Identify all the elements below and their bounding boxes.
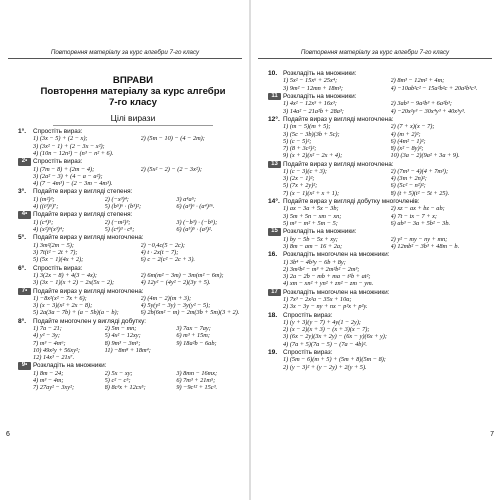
exercise [268, 251, 494, 287]
exercise-number: 5°. [18, 234, 27, 242]
exercise-number: 18. [268, 311, 278, 319]
exercise-item: 4) (x²)⁵(x³)⁴; [33, 226, 65, 234]
exercise-item: 2) (y − 3)² + (y − 2y) + 2(y + 5). [283, 363, 367, 371]
exercise-item: 2) (−x³)⁴; [104, 195, 129, 203]
page-number-right: 7 [490, 431, 494, 438]
exercise-item [105, 354, 173, 361]
exercise-items [33, 295, 244, 317]
exercise-item: 2) 8m³ − 12m² + 4m; [390, 77, 445, 85]
exercise-item: 3) 8m − am − 16 + 2a; [283, 242, 343, 250]
exercise-item: 1) (m²)³; [33, 195, 55, 203]
exercise-item: 3) 2a − 2b − mb + ma − t²b + at²; [283, 273, 371, 281]
exercise-items [283, 100, 494, 114]
exercise-item: 8) 8c³x + 12cx⁵; [104, 384, 146, 392]
exercise-item: 5) 4x² − 12xy; [104, 332, 141, 340]
exercise-number: 6°. [18, 264, 27, 272]
exercise-items [33, 272, 244, 286]
exercise-item: 6) 7m³ + 21m⁵; [176, 377, 216, 385]
exercise-item: 7) 27ay² − 3xy²; [33, 384, 75, 392]
exercise-item: 1) (c⁴)⁵; [33, 218, 54, 226]
exercise-item: 4) (7 − 4m³) − (2 − 3m − 4m³). [33, 180, 113, 188]
exercise-prompt: Подайте вираз у вигляді многочлена: [283, 160, 394, 168]
exercise [18, 288, 244, 317]
exercise-items [283, 236, 494, 250]
title-line: Повторення матеріалу за курс алгебри [40, 86, 226, 97]
exercise-body [33, 211, 244, 233]
exercise-item: 1) by − 5b − 5x + xy; [283, 235, 338, 243]
exercise [268, 198, 494, 227]
exercise-item: 3) (3x² − 1) + (2 − 3x − x²); [33, 142, 105, 150]
exercise-item: 6) (a⁵)⁵ · (a³)². [176, 226, 213, 234]
exercise-item: 4) −20x²y³ − 30x⁴y³ + 40x³y³. [390, 107, 466, 115]
exercise-prompt: Розкладіть многочлен на множники: [283, 251, 390, 259]
exercise-item: 5) (7x + 2y)²; [283, 182, 318, 190]
exercise-item: 2) 5x − xy; [104, 369, 133, 377]
exercise-item [141, 173, 245, 180]
exercise [18, 265, 244, 287]
exercise-item: 2) (7m³ − 4)(4 + 7m³); [390, 168, 449, 176]
exercise-items [283, 319, 494, 348]
exercise-items [33, 242, 244, 264]
exercise-item: 4) (10n − 12n²) − (n³ − n² + 6). [33, 149, 114, 157]
exercise-items [283, 77, 494, 91]
running-header-left: Повторення матеріалу за курс алгебри 7-го класу [8, 49, 242, 59]
exercise-body [283, 289, 494, 311]
exercise-item: 3) 7ax − 7ay; [176, 325, 211, 333]
exercise-item: 5) (c⁴)³ · c⁸; [104, 226, 135, 234]
exercise-item: 5) c² − c⁵; [104, 377, 131, 385]
exercise-item: 3) (3x − 1)(x + 2) − 2x(5x − 2); [33, 279, 115, 287]
exercise-body [283, 349, 494, 371]
exercises-title [26, 75, 240, 108]
exercise-item: 1) (7m − 8) + (2m − 4); [33, 165, 95, 173]
exercise-item [141, 150, 245, 157]
exercise-prompt: Розкладіть многочлен на множники: [283, 288, 390, 296]
exercise-item: 6) (4m² − 1)²; [390, 137, 426, 145]
exercise [18, 211, 244, 233]
exercise-item [176, 354, 244, 361]
exercise-items [283, 259, 494, 288]
exercise-item: 8) (t + 5)(t² − 5t + 25). [390, 189, 450, 197]
exercise-item: 3) 7t(t² − 2t + 7); [33, 249, 78, 257]
exercise-item: 1) (m − 5)(m + 5); [283, 123, 331, 131]
exercise [18, 234, 244, 263]
exercise-body [283, 251, 494, 287]
exercise-item: 5) 2a(3a − 7b) + (a − 5b)(a − b); [33, 309, 119, 317]
exercise-body [283, 198, 494, 227]
exercise [18, 128, 244, 157]
exercise-body [283, 93, 494, 115]
exercise-item: 2) xz − ax + bz − ab; [390, 205, 445, 213]
exercise-item: 1) 5x² − 15x⁶ + 25x⁴; [283, 77, 338, 85]
exercise-item: 3) 8mn − 16mx; [176, 369, 218, 377]
exercise [268, 116, 494, 159]
exercise-item: 3) (5c − 3b)(3b + 5c); [283, 130, 340, 138]
exercise [268, 289, 494, 311]
exercise-item: 6) c − 2(c² − 2c + 3). [140, 256, 195, 264]
exercise-body [283, 70, 494, 92]
exercise-item: 2) (5x² − 2) − (2 − 3x²); [140, 165, 202, 173]
right-exercise-list [268, 70, 494, 372]
exercise-item: 4) (m + 2)²; [390, 130, 421, 138]
exercise-prompt: Спростіть вираз: [33, 158, 83, 166]
exercise-item: 3) (2a² − 3) + (4 − a − a²); [33, 172, 103, 180]
exercise-items [283, 296, 494, 310]
exercise-body [33, 158, 244, 187]
exercise-number: 19. [268, 349, 278, 357]
exercise [18, 158, 244, 187]
exercise-item: 1) ax − 3a + 5x − 3b; [283, 205, 339, 213]
exercise-item: 4) 12mb² − 3b³ + 48m − b. [390, 242, 460, 250]
exercise-item: 11) −8m⁸ + 18m⁴; [104, 346, 151, 354]
exercise-prompt: Подайте многочлен у вигляді добутку: [33, 317, 147, 325]
exercise-body [283, 161, 494, 197]
exercise-item: 3) 5m + 5n − xm − xn; [283, 212, 342, 220]
exercise-item: 2) 3ab³ − 9a²b³ + 6a²b³; [390, 100, 452, 108]
exercise-body [33, 265, 244, 287]
exercise [268, 349, 494, 371]
exercise-item: 6) m³ + 15m; [176, 332, 210, 340]
exercise-item: 4) 12y² − (4y² − 2)(3y + 5). [140, 279, 211, 287]
exercise [268, 312, 494, 348]
exercise-item [141, 180, 245, 187]
exercise-item: 2) (4m − 2)(m + 3); [140, 295, 192, 303]
exercise-item: 1) 7a − 21; [33, 325, 62, 333]
exercise-item: 7) (x − 1)(x² + x + 1); [283, 189, 340, 197]
exercise-item: 1) (5m − 6)(m + 5) + (5m + 8)(5m − 8); [283, 356, 386, 364]
exercise-item: 4) 5y(y² − 3y) − 3y(y² − 5); [140, 302, 211, 310]
exercise-item: 2) (−m²)³; [104, 218, 131, 226]
exercise-body [283, 312, 494, 348]
exercise-item: 2) 5m − mn; [104, 325, 137, 333]
exercise-items [33, 166, 244, 188]
section-title: Цілі вирази [26, 113, 240, 126]
exercise-item: 4) −10ab²c² − 15a²b²c + 20a²b³c³. [390, 84, 478, 92]
exercise-item: 1) 8m − 24; [33, 369, 64, 377]
exercise-item: 3) (2x − 1)²; [283, 175, 315, 183]
exercise-item: 2) (7 + x)(x − 7); [390, 123, 435, 131]
exercise-item: 6) (a³)⁶ · (a⁴)¹⁶. [176, 203, 215, 211]
exercise-body [33, 234, 244, 263]
exercise-item [141, 143, 245, 150]
exercise-item: 1) (c − 3)(c + 3); [283, 168, 327, 176]
exercise [18, 362, 244, 391]
exercise-item: 5) (c − 5)²; [283, 137, 312, 145]
exercise-item [176, 347, 244, 354]
exercise-number: 1°. [18, 128, 27, 135]
exercise-number: 7• [18, 288, 31, 295]
exercise [18, 188, 244, 210]
exercise-item: 1) (3x − 5) + (2 − x); [33, 135, 88, 143]
exercise-item: 7) (8 + 3c²)²; [283, 145, 317, 153]
right-page [250, 0, 500, 500]
exercise-body [33, 318, 244, 361]
exercise-item: 9) (x + 2)(x² − 2x + 4); [283, 152, 343, 160]
exercise-prompt: Подайте вираз у вигляді многочлена: [33, 287, 144, 295]
exercise-item: 4) (3m + 2n)²; [390, 175, 427, 183]
exercise-body [33, 362, 244, 391]
exercise-item: 4) y² − 3y; [33, 332, 60, 340]
exercise-body [33, 128, 244, 157]
exercise-item: 1) 3b⁴ − 4b³y − 6b + 8y; [283, 258, 346, 266]
title-line: 7-го класу [109, 97, 157, 108]
exercise-item: 3) a⁴a⁵; [176, 195, 196, 203]
exercise [268, 161, 494, 197]
exercise [268, 93, 494, 115]
exercise-number: 12°. [268, 116, 280, 123]
exercise-items [33, 370, 244, 392]
exercise-item: 9) −9c¹² + 15c³. [176, 384, 218, 392]
exercise-items [33, 196, 244, 210]
exercise-prompt: Спростіть вираз: [33, 264, 83, 272]
exercise-item: 10) (3a − 2)(9a² + 3a + 9). [390, 152, 460, 160]
exercise-item: 1) 3(2x − 8) + 4(3 − 4x); [33, 272, 97, 280]
exercise-item: 1) (y + 3)(y − 7) + 4y(1 − 2y); [283, 319, 362, 327]
exercise-item: 8) (x² − 8y)²; [390, 145, 424, 153]
exercise-number: 10. [268, 70, 278, 77]
exercise-item: 3) (6x − 2y)(3x + 2y) − (6x − y)(6x + y); [283, 333, 387, 341]
title-line: ВПРАВИ [112, 75, 154, 86]
exercise-number: 11 [268, 93, 281, 100]
exercise-item: 5) (5x − 1)(4x + 2); [33, 256, 84, 264]
exercise-item: 4) 7t − tx − 7 + x; [390, 212, 437, 220]
exercise-prompt: Подайте вираз у вигляді степеня: [33, 211, 133, 219]
exercise-item: 2) 6m(m² − 3m) − 3m(m² − 6m); [140, 272, 224, 280]
exercise-item: 4) ((t³)⁵)⁷; [33, 203, 59, 211]
exercise-body [33, 188, 244, 210]
exercise-item: 9) 18a²b − 6ab; [176, 339, 217, 347]
exercise-items [33, 135, 244, 157]
exercise-item: 5) (b⁵)⁶ · (b³)²; [104, 203, 142, 211]
exercise [268, 228, 494, 250]
exercise-items [283, 168, 494, 197]
exercise-number: 4• [18, 211, 31, 218]
exercise-body [283, 228, 494, 250]
exercise-item: 3) (−b³) · (−b⁵); [176, 218, 218, 226]
exercise-prompt: Розкладіть на множники: [283, 93, 357, 100]
exercise [268, 70, 494, 92]
exercise-number: 16. [268, 251, 278, 259]
exercise-items [283, 356, 494, 370]
exercise-prompt: Розкладіть на множники: [283, 70, 357, 77]
exercise-item: 3) (x − 3)(x² + 2x − 8); [33, 302, 93, 310]
exercise-prompt: Подайте вираз у вигляді многочлена: [283, 116, 394, 123]
exercise-number: 14°. [268, 198, 280, 206]
exercise-number: 8°. [18, 317, 27, 325]
exercise-item: 2) −0,4c(5 − 2c); [140, 241, 186, 249]
exercise-item: 4) m³ − 4m; [33, 377, 64, 385]
exercise-item: 6) (5c² − n²)²; [390, 182, 426, 190]
exercise-prompt: Спростіть вираз: [283, 311, 333, 319]
exercise-item: 8) 9m³ − 3m⁵; [104, 339, 141, 347]
exercise-prompt: Розкладіть на множники: [33, 362, 107, 370]
exercise-item: 2) (x − 2)(x + 3) − (x + 3)(x − 7); [283, 326, 370, 334]
exercise-item: 10) 49x²y + 56xy²; [33, 346, 81, 354]
exercise-number: 3°. [18, 188, 27, 196]
exercise-number: 17 [268, 289, 281, 296]
exercise-body [33, 288, 244, 317]
exercise-item: 5) m³ − m² + 5m − 5; [283, 219, 338, 227]
exercise-number: 2• [18, 158, 31, 165]
exercise-prompt: Подайте вираз у вигляді многочлена: [33, 234, 144, 242]
exercise-item: 4) (7a + 5)(7a − 5) − (7a − 4b)². [283, 340, 367, 348]
exercise-item: 6) ab³ − 3a + 5b² − 3b. [390, 219, 451, 227]
exercise-item: 4) t · 2x(t − 7); [140, 249, 179, 257]
exercise-item: 2) 3m²b² − m³ + 2m²b² − 2m³; [283, 265, 360, 273]
exercise-body [283, 116, 494, 159]
exercise-item: 2) 3x − 3y − ny + nx − p²x + p²y. [283, 303, 368, 311]
exercise-item: 2) y² − my − ny + mn; [390, 235, 448, 243]
exercise-item: 4) xm − xn² + yn² + zn² − zm − ym. [283, 280, 374, 288]
exercise-item: 1) 4x² − 12x⁵ + 16x³; [283, 100, 337, 108]
exercise-prompt: Розкладіть на множники: [283, 228, 357, 236]
exercise-number: 15 [268, 228, 281, 235]
exercise-item: 3) 9m² − 12mn + 18m³; [283, 84, 344, 92]
exercise-item: 7) m³ − 4m⁶; [33, 339, 66, 347]
left-exercise-list [18, 128, 244, 393]
running-header-right: Повторення матеріалу за курс алгебри 7-го класу [258, 49, 492, 59]
exercise-item: 3) 14a² − 21a²b + 28a³; [283, 107, 344, 115]
exercise-prompt: Спростіть вираз: [33, 128, 83, 135]
exercise-number: 13 [268, 161, 281, 168]
exercise-items [283, 205, 494, 227]
exercise-item: 6) 2b(6m² − m) − 2m(3b + 5m)(3 + 2). [140, 309, 240, 317]
exercise-item: 1) 7x³ − 2x²a − 35x + 10a; [283, 296, 352, 304]
exercise-prompt: Подайте вираз у вигляді степеня: [33, 188, 133, 196]
exercise-prompt: Подайте вираз у вигляді добутку многочленів: [283, 198, 420, 206]
exercise-prompt: Спростіть вираз: [283, 349, 333, 357]
exercise-item: 12) 14x³ − 21x⁷. [33, 354, 75, 362]
exercise-item: 2) (5m − 10) − (4 − 2m); [140, 135, 205, 143]
exercise-number: 9• [18, 362, 31, 369]
exercise [18, 318, 244, 361]
page-number-left: 6 [6, 431, 10, 438]
exercise-items [33, 325, 244, 361]
exercise-items [283, 123, 494, 159]
exercise-item: 1) 3m²(2m − 5); [33, 241, 74, 249]
exercise-items [33, 219, 244, 233]
exercise-item: 1) −8x²(x² − 7x + 6); [33, 295, 87, 303]
